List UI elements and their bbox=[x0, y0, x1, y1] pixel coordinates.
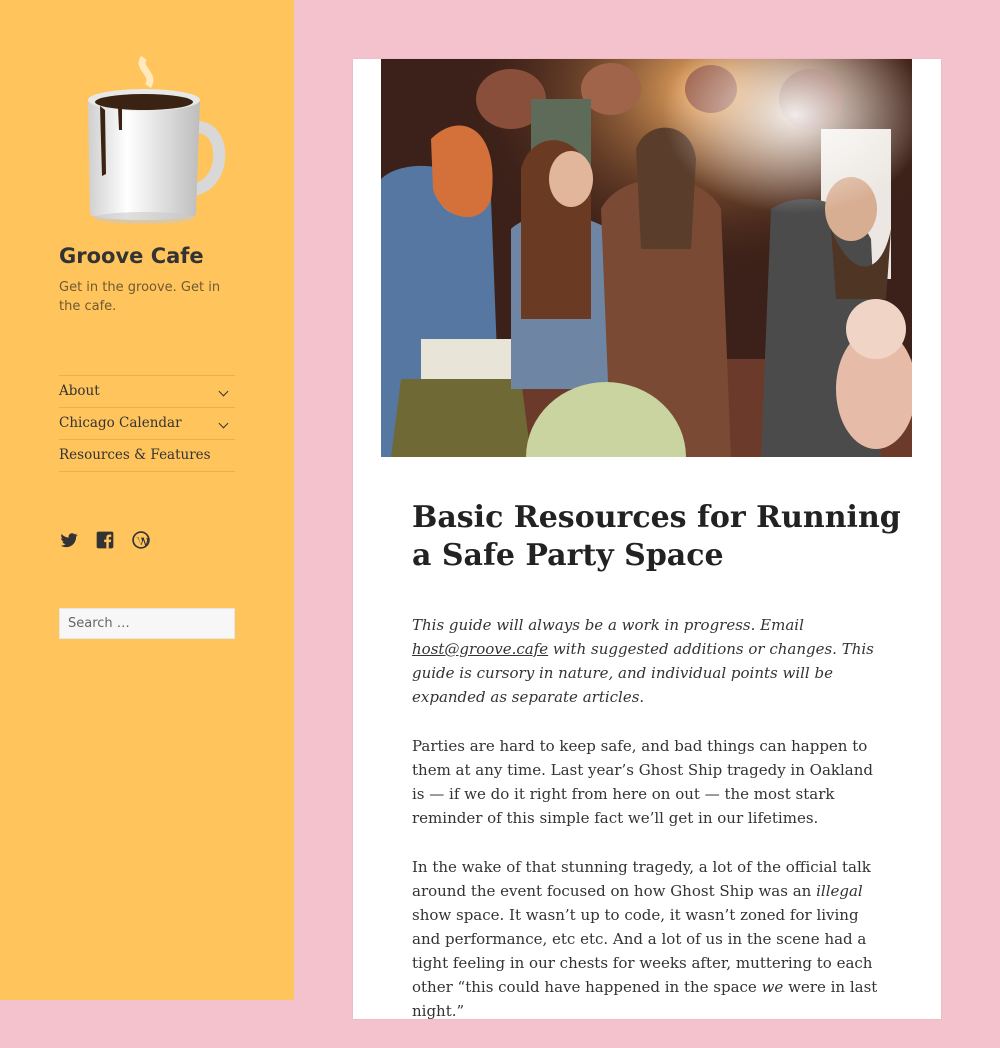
post-title: Basic Resources for Running a Safe Party Space bbox=[412, 500, 901, 573]
search-input[interactable] bbox=[59, 608, 235, 639]
site-title[interactable]: Groove Cafe bbox=[59, 244, 204, 268]
site-tagline: Get in the groove. Get in the cafe. bbox=[59, 280, 221, 314]
sidebar bbox=[0, 0, 294, 1000]
nav-item-chicago-calendar[interactable] bbox=[59, 408, 235, 440]
body-text: were in last night.” bbox=[412, 978, 878, 1020]
post-content bbox=[412, 613, 887, 1048]
facebook-icon[interactable] bbox=[95, 530, 115, 550]
chevron-down-icon[interactable] bbox=[219, 387, 229, 397]
emphasis-text: illegal bbox=[816, 882, 863, 900]
intro-paragraph bbox=[412, 613, 887, 709]
emphasis-text: we bbox=[761, 978, 784, 996]
email-link[interactable]: host@groove.cafe bbox=[412, 640, 549, 658]
intro-text-continued: with suggested additions or changes. This guide is cursory in nature, and individual points will be expanded as separate articles. bbox=[412, 640, 874, 706]
post-card bbox=[353, 59, 941, 1019]
nav-item-label: Resources & Features bbox=[59, 447, 211, 463]
nav-item-about[interactable] bbox=[59, 376, 235, 408]
body-paragraph: Parties are hard to keep safe, and bad things can happen to them at any time. Last year’s Ghost Ship tragedy in Oakland is — if we do it right from here on out — the most stark reminder of this simple fact we’ll get in our lifetimes. bbox=[412, 737, 873, 827]
body-text: In the wake of that stunning tragedy, a lot of the official talk around the event focused on how Ghost Ship was an bbox=[412, 858, 871, 900]
wordpress-icon[interactable] bbox=[131, 530, 151, 550]
party-photo bbox=[381, 59, 912, 457]
intro-text: This guide will always be a work in progress. Email bbox=[412, 616, 804, 634]
nav-item-resources-features[interactable] bbox=[59, 440, 235, 472]
nav-item-label: Chicago Calendar bbox=[59, 415, 182, 431]
featured-image[interactable] bbox=[381, 59, 912, 457]
coffee-mug-logo[interactable] bbox=[78, 56, 228, 231]
main-nav bbox=[59, 375, 235, 472]
twitter-icon[interactable] bbox=[59, 530, 79, 550]
chevron-down-icon[interactable] bbox=[219, 419, 229, 429]
body-paragraph bbox=[412, 855, 887, 1023]
social-links bbox=[59, 530, 151, 550]
body-text: show space. It wasn’t up to code, it wasn’t zoned for living and performance, etc etc. And a lot of us in the scene had a tight feeling in our chests for weeks after, muttering to each other “this could have happened in the space bbox=[412, 906, 873, 996]
nav-item-label: About bbox=[59, 383, 100, 399]
